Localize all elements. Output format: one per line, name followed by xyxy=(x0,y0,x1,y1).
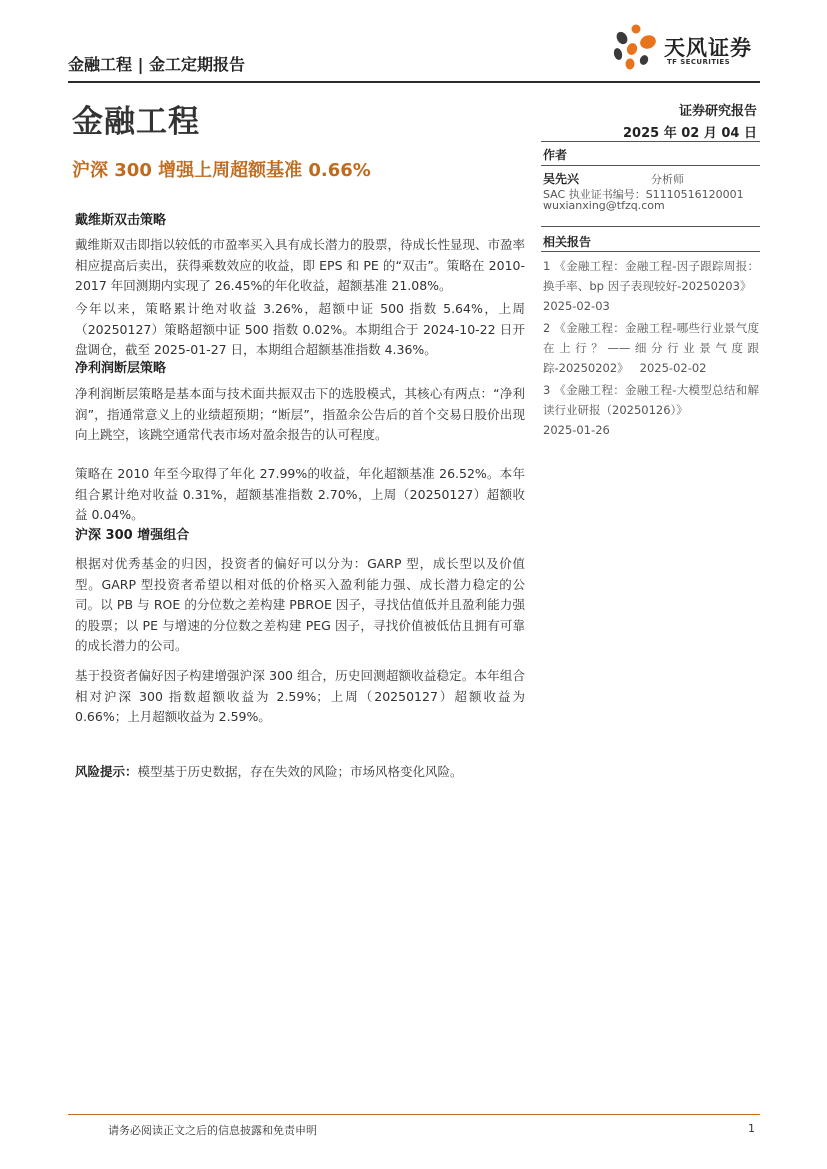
sidebar-divider-top xyxy=(541,141,760,142)
author-cert: SAC 执业证书编号：S1110516120001 xyxy=(543,188,744,201)
footer-divider xyxy=(68,1114,760,1115)
related-heading: 相关报告 xyxy=(543,235,592,249)
section-heading-hs300: 沪深 300 增强组合 xyxy=(75,528,190,543)
logo-text: 天风证券 xyxy=(664,36,752,60)
risk-text: 模型基于历史数据，存在失效的风险；市场风格变化风险。 xyxy=(137,764,463,779)
page-number: 1 xyxy=(748,1122,755,1135)
header-category: 金融工程 | 金工定期报告 xyxy=(68,55,245,74)
related-report-item[interactable] xyxy=(543,318,759,378)
section-paragraph: 策略在 2010 年至今取得了年化 27.99%的收益，年化超额基准 26.52%。本年组合累计绝对收益 0.31%，超额基准指数 2.70%，上周（20250127）超额收益 0.04%。 xyxy=(75,466,525,522)
risk-label: 风险提示： xyxy=(75,764,138,779)
author-email[interactable]: wuxianxing@tfzq.com xyxy=(543,199,665,212)
author-role: 分析师 xyxy=(651,173,684,186)
related-report-date: 2025-01-26 xyxy=(543,423,610,437)
related-report-title: 3 《金融工程：金融工程-大模型总结和解读行业研报（20250126）》 xyxy=(543,383,759,417)
section-paragraph: 戴维斯双击即指以较低的市盈率买入具有成长潜力的股票，待成长性显现、市盈率相应提高后卖出，获得乘数效应的收益，即 EPS 和 PE 的“双击”。策略在 2010-2017 年回测期内实现了 26.45%的年化收益，超额基准 21.08%。 xyxy=(75,237,526,293)
logo-subtext: TF SECURITIES xyxy=(667,58,731,66)
section-paragraph: 今年以来，策略累计绝对收益 3.26%，超额中证 500 指数 5.64%，上周（20250127）策略超额中证 500 指数 0.02%。本期组合于 2024-10-22 日开盘调仓，截至 2025-01-27 日，本期组合超额基准指数 4.36%。 xyxy=(75,301,525,357)
section-paragraph: 基于投资者偏好因子构建增强沪深 300 组合，历史回测超额收益稳定。本年组合相对沪深 300 指数超额收益为 2.59%；上周（20250127）超额收益为 0.66%；上月超额收益为 2.59%。 xyxy=(75,668,525,724)
section-heading-profit-gap: 净利润断层策略 xyxy=(75,361,167,376)
section-paragraph: 净利润断层策略是基本面与技术面共振双击下的选股模式，其核心有两点：“净利润”，指通常意义上的业绩超预期；“断层”，指盈余公告后的首个交易日股价出现向上跳空，该跳空通常代表市场对盈余报告的认可程度。 xyxy=(75,386,525,442)
report-date: 2025 年 02 月 04 日 xyxy=(623,126,757,141)
related-report-title: 1 《金融工程：金融工程-因子跟踪周报：换手率、bp 因子表现较好-20250203》 xyxy=(543,259,759,293)
author-name: 吴先兴 xyxy=(543,172,580,186)
section-paragraph: 根据对优秀基金的归因，投资者的偏好可以分为：GARP 型，成长型以及价值型。GARP 型投资者希望以相对低的价格买入盈利能力强、成长潜力稳定的公司。以 PB 与 ROE 的分位数之差构建 PBROE 因子，寻找估值低并且盈利能力强的股票；以 PE 与增速的分位数之差构建 PEG 因子，寻找价值被低估且拥有可靠的成长潜力的公司。 xyxy=(75,556,525,653)
risk-warning xyxy=(75,762,463,780)
author-divider xyxy=(541,165,760,166)
report-subtitle: 沪深 300 增强上周超额基准 0.66% xyxy=(72,160,371,181)
related-report-item[interactable] xyxy=(543,380,759,440)
related-divider-top xyxy=(541,226,760,227)
section-heading-davis: 戴维斯双击策略 xyxy=(75,213,167,228)
author-heading: 作者 xyxy=(543,148,568,162)
related-report-title: 2 《金融工程：金融工程-哪些行业景气度在上行？——细分行业景气度跟踪-20250202》 xyxy=(543,321,759,375)
related-report-date: 2025-02-02 xyxy=(639,361,707,375)
footer-disclaimer: 请务必阅读正文之后的信息披露和免责申明 xyxy=(108,1124,317,1137)
page-title: 金融工程 xyxy=(72,104,200,140)
header-divider xyxy=(68,81,760,83)
related-report-date: 2025-02-03 xyxy=(543,299,610,313)
report-type: 证券研究报告 xyxy=(678,104,757,119)
related-divider xyxy=(541,251,760,252)
related-report-item[interactable] xyxy=(543,256,759,316)
